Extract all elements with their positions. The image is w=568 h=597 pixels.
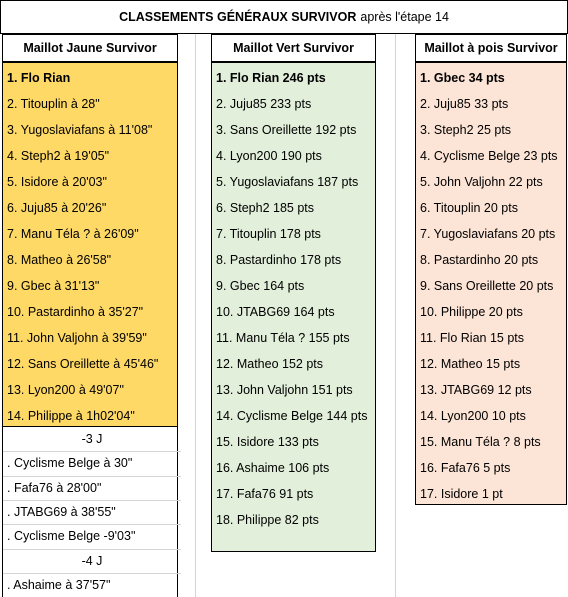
ranking-row[interactable]: 9. Gbec 164 pts [216, 279, 305, 293]
ranking-row[interactable]: 5. Yugoslaviafans 187 pts [216, 175, 359, 189]
row-divider [3, 500, 181, 501]
ranking-row[interactable]: 8. Pastardinho 178 pts [216, 253, 342, 267]
ranking-row[interactable]: 6. Titouplin 20 pts [420, 201, 518, 215]
ranking-row[interactable]: 11. Flo Rian 15 pts [420, 331, 524, 345]
ranking-row[interactable]: 14. Cyclisme Belge 144 pts [216, 409, 368, 423]
ranking-row[interactable]: 12. Sans Oreillette à 45'46" [7, 357, 159, 371]
ranking-row[interactable]: 2. Juju85 233 pts [216, 97, 312, 111]
row-divider [3, 549, 181, 550]
penalty-group-label[interactable]: -3 J [81, 432, 103, 446]
header-maillot-vert: Maillot Vert Survivor [211, 34, 376, 62]
ranking-row[interactable]: 10. Pastardinho à 35'27" [7, 305, 144, 319]
ranking-row[interactable]: 4. Cyclisme Belge 23 pts [420, 149, 558, 163]
ranking-row[interactable]: 3. Yugoslaviafans à 11'08" [7, 123, 153, 137]
ranking-row[interactable]: 6. Juju85 à 20'26" [7, 201, 107, 215]
penalty-row[interactable]: . Cyclisme Belge -9'03" [7, 529, 136, 544]
ranking-row[interactable]: 10. JTABG69 164 pts [216, 305, 335, 319]
ranking-row[interactable]: 2. Titouplin à 28" [7, 97, 100, 111]
penalty-row[interactable]: . Ashaime à 37'57" [7, 577, 111, 592]
ranking-row[interactable]: 16. Ashaime 106 pts [216, 461, 330, 475]
ranking-row[interactable]: 18. Philippe 82 pts [216, 513, 319, 527]
ranking-row[interactable]: 12. Matheo 15 pts [420, 357, 521, 371]
ranking-row[interactable]: 5. Isidore à 20'03" [7, 175, 107, 189]
row-divider [3, 524, 181, 525]
maillot-pois-list [415, 62, 567, 505]
row-divider [3, 451, 181, 452]
ranking-row[interactable]: 3. Sans Oreillette 192 pts [216, 123, 357, 137]
title-rest: après l'étape 14 [360, 10, 449, 24]
ranking-row[interactable]: 17. Isidore 1 pt [420, 487, 503, 501]
ranking-row[interactable]: 4. Lyon200 190 pts [216, 149, 322, 163]
ranking-row[interactable]: 7. Titouplin 178 pts [216, 227, 321, 241]
penalty-row[interactable]: . JTABG69 à 38'55" [7, 504, 116, 519]
title-bold: CLASSEMENTS GÉNÉRAUX SURVIVOR [119, 10, 357, 24]
gridline [195, 34, 196, 597]
ranking-row[interactable]: 6. Steph2 185 pts [216, 201, 314, 215]
ranking-row[interactable]: 9. Gbec à 31'13" [7, 279, 100, 293]
ranking-row[interactable]: 15. Isidore 133 pts [216, 435, 319, 449]
ranking-row[interactable]: 10. Philippe 20 pts [420, 305, 523, 319]
ranking-row[interactable]: 7. Manu Téla ? à 26'09" [7, 227, 139, 241]
ranking-row[interactable]: 13. John Valjohn 151 pts [216, 383, 353, 397]
ranking-row[interactable]: 3. Steph2 25 pts [420, 123, 512, 137]
row-divider [3, 476, 181, 477]
ranking-row[interactable]: 1. Gbec 34 pts [420, 71, 505, 85]
ranking-row[interactable]: 14. Philippe à 1h02'04" [7, 409, 135, 423]
maillot-vert-list [211, 62, 376, 552]
gridline [395, 34, 396, 597]
maillot-jaune-penalties [2, 427, 178, 597]
ranking-row[interactable]: 15. Manu Téla ? 8 pts [420, 435, 541, 449]
sheet-title [0, 0, 568, 34]
ranking-row[interactable]: 7. Yugoslaviafans 20 pts [420, 227, 556, 241]
ranking-row[interactable]: 5. John Valjohn 22 pts [420, 175, 543, 189]
ranking-row[interactable]: 8. Pastardinho 20 pts [420, 253, 539, 267]
penalty-row[interactable]: . Cyclisme Belge à 30" [7, 456, 133, 471]
ranking-row[interactable]: 2. Juju85 33 pts [420, 97, 509, 111]
ranking-row[interactable]: 8. Matheo à 26'58" [7, 253, 112, 267]
penalty-row[interactable]: . Fafa76 à 28'00" [7, 480, 102, 495]
ranking-row[interactable]: 9. Sans Oreillette 20 pts [420, 279, 554, 293]
ranking-row[interactable]: 17. Fafa76 91 pts [216, 487, 314, 501]
ranking-row[interactable]: 11. Manu Téla ? 155 pts [216, 331, 350, 345]
ranking-row[interactable]: 11. John Valjohn à 39'59" [7, 331, 147, 345]
header-maillot-pois: Maillot à pois Survivor [415, 34, 567, 62]
ranking-row[interactable]: 1. Flo Rian [7, 71, 71, 85]
row-divider [3, 573, 181, 574]
ranking-row[interactable]: 16. Fafa76 5 pts [420, 461, 511, 475]
header-maillot-jaune: Maillot Jaune Survivor [2, 34, 178, 62]
ranking-row[interactable]: 14. Lyon200 10 pts [420, 409, 526, 423]
maillot-jaune-list [2, 62, 178, 427]
ranking-row[interactable]: 1. Flo Rian 246 pts [216, 71, 326, 85]
ranking-row[interactable]: 12. Matheo 152 pts [216, 357, 324, 371]
ranking-row[interactable]: 4. Steph2 à 19'05" [7, 149, 110, 163]
penalty-group-label[interactable]: -4 J [81, 553, 103, 568]
ranking-row[interactable]: 13. Lyon200 à 49'07" [7, 383, 124, 397]
ranking-row[interactable]: 13. JTABG69 12 pts [420, 383, 532, 397]
